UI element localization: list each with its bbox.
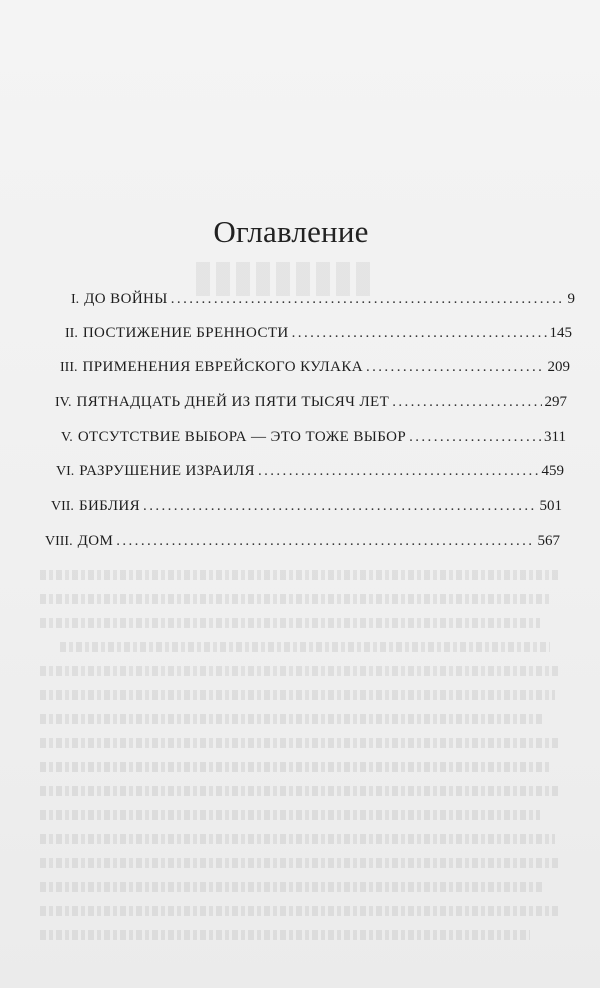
toc-entry-1[interactable] (71, 287, 575, 311)
dot-leader (366, 355, 545, 379)
chapter-title: ПОСТИЖЕНИЕ БРЕННОСТИ (82, 325, 289, 341)
chapter-number: II. (65, 326, 78, 341)
dot-leader (409, 425, 541, 449)
bleed-through-text (0, 570, 600, 988)
page-number: 501 (539, 498, 562, 514)
chapter-title: ПЯТНАДЦАТЬ ДНЕЙ ИЗ ПЯТИ ТЫСЯЧ ЛЕТ (76, 394, 390, 410)
page-number: 145 (549, 325, 572, 341)
toc-title: Оглавление (213, 214, 369, 249)
chapter-number: VII. (51, 499, 74, 514)
toc-entry-8[interactable] (45, 529, 560, 553)
chapter-number: IV. (55, 395, 72, 410)
chapter-number: VI. (56, 464, 75, 479)
toc-entry-6[interactable] (56, 459, 564, 483)
chapter-number: VIII. (45, 534, 73, 549)
page-number: 459 (541, 463, 564, 479)
chapter-number: III. (60, 360, 78, 375)
dot-leader (171, 287, 565, 311)
toc-entry-7[interactable] (51, 494, 562, 518)
page-number: 311 (544, 429, 566, 445)
page-number: 297 (544, 394, 567, 410)
chapter-title: ОТСУТСТВИЕ ВЫБОРА — ЭТО ТОЖЕ ВЫБОР (77, 429, 407, 445)
dot-leader (143, 494, 536, 518)
page-number: 209 (547, 359, 570, 375)
chapter-title: ДО ВОЙНЫ (84, 291, 168, 307)
page-number: 9 (567, 291, 575, 307)
chapter-number: V. (61, 430, 73, 445)
chapter-title: БИБЛИЯ (78, 498, 141, 514)
dot-leader (392, 390, 541, 414)
toc-entry-3[interactable] (60, 355, 570, 379)
chapter-title: ПРИМЕНЕНИЯ ЕВРЕЙСКОГО КУЛАКА (82, 359, 363, 375)
chapter-title: ДОМ (77, 533, 114, 549)
chapter-title: РАЗРУШЕНИЕ ИЗРАИЛЯ (79, 463, 255, 479)
page-number: 567 (537, 533, 560, 549)
toc-entry-2[interactable] (65, 321, 572, 345)
dot-leader (116, 529, 534, 553)
toc-entry-5[interactable] (61, 425, 566, 449)
toc-entry-4[interactable] (55, 390, 567, 414)
chapter-number: I. (71, 292, 80, 307)
dot-leader (258, 459, 539, 483)
dot-leader (292, 321, 547, 345)
